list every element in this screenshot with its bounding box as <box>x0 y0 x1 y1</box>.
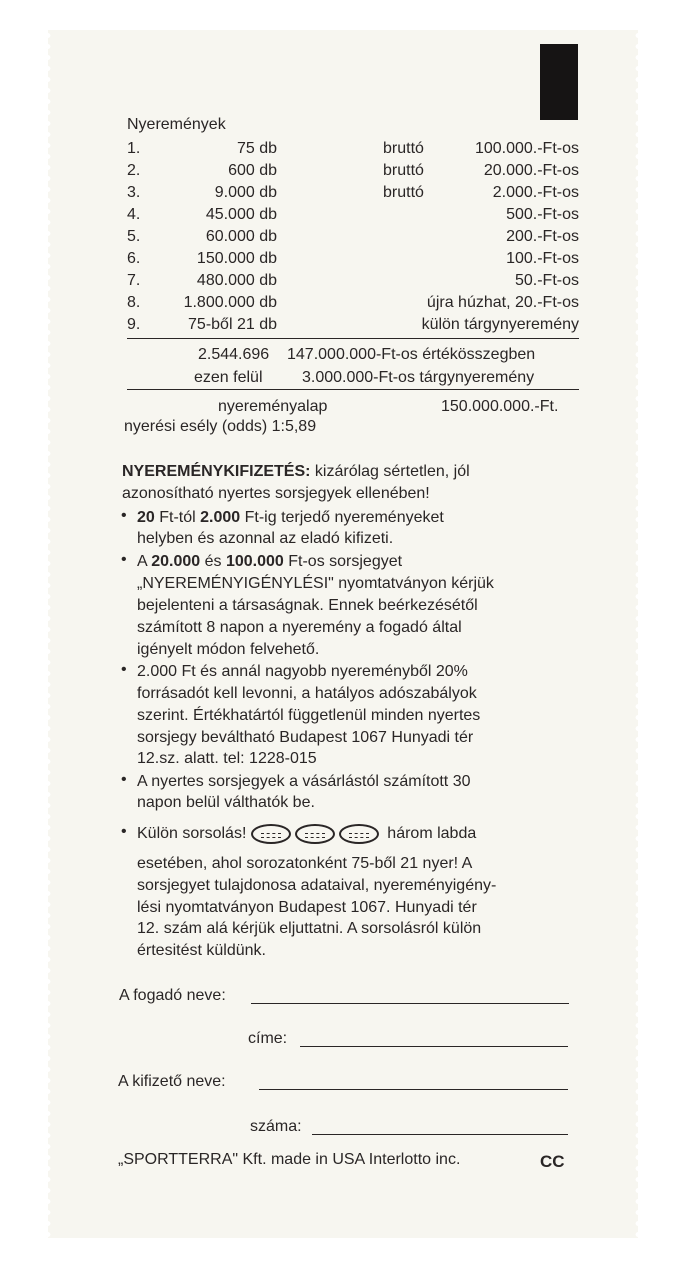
prize-row <box>127 206 579 228</box>
bullet-3-line-2: forrásadót kell levonni, a hatályos adószabályok <box>137 685 477 702</box>
prize-quantity: 75-ből 21 db <box>188 316 277 333</box>
prize-quantity: 150.000 db <box>196 250 277 267</box>
football-icon <box>339 824 379 844</box>
bullet-5-line-2: esetében, ahol sorozatonként 75-ből 21 nyer! A <box>137 855 473 872</box>
black-marker-block <box>540 44 578 120</box>
prize-amount: 100.000.-Ft-os <box>474 140 579 157</box>
bullet-1: • <box>121 507 127 524</box>
prize-quantity: 600 db <box>228 162 277 179</box>
payout-intro-2: azonosítható nyertes sorsjegyek ellenében! <box>122 485 430 502</box>
footer-text: „SPORTTERRA" Kft. made in USA Interlotto inc. <box>118 1151 461 1168</box>
prize-row <box>127 228 579 250</box>
prize-rank: 9. <box>127 316 141 333</box>
payer-name-label: A kifizető neve: <box>118 1073 226 1090</box>
payer-name-field[interactable] <box>259 1089 568 1090</box>
football-icon <box>295 824 335 844</box>
bullet-5-line-1: Külön sorsolás! három labda <box>137 825 477 842</box>
prize-amount: 200.-Ft-os <box>506 228 579 245</box>
footer-code: CC <box>540 1152 565 1171</box>
bullet-3-line-3: szerint. Értékhatártól függetlenül minden nyertes <box>137 707 481 724</box>
divider-bottom <box>127 389 579 390</box>
prize-table-title: Nyeremények <box>127 116 226 133</box>
prize-gross-label: bruttó <box>383 184 424 201</box>
prize-row <box>127 250 579 272</box>
prize-amount: 20.000.-Ft-os <box>483 162 579 179</box>
bullet-2: • <box>121 551 127 568</box>
bullet-1-line-2: helyben és azonnal az eladó kifizeti. <box>137 530 394 547</box>
prize-gross-label: bruttó <box>383 140 424 157</box>
prize-row <box>127 162 579 184</box>
bullet-4: • <box>121 771 127 788</box>
bullet-1-line-1: 20 Ft-tól 2.000 Ft-ig terjedő nyereményeket <box>137 509 444 526</box>
bullet-2-line-1: A 20.000 és 100.000 Ft-os sorsjegyet <box>137 553 403 570</box>
prize-row <box>127 294 579 316</box>
prize-rank: 4. <box>127 206 141 223</box>
prize-row <box>127 140 579 162</box>
perforated-edge-right <box>635 30 641 1238</box>
bullet-3-line-5: 12.sz. alatt. tel: 1228-015 <box>137 750 317 767</box>
prize-quantity: 9.000 db <box>214 184 277 201</box>
prize-row <box>127 184 579 206</box>
prize-amount: 100.-Ft-os <box>506 250 579 267</box>
prize-rank: 6. <box>127 250 141 267</box>
prize-row <box>127 316 579 338</box>
prize-amount: 2.000.-Ft-os <box>492 184 579 201</box>
fogado-name-label: A fogadó neve: <box>119 987 226 1004</box>
number-label: száma: <box>250 1118 302 1135</box>
prize-amount: külön tárgynyeremény <box>421 316 579 333</box>
bullet-2-line-2: „NYEREMÉNYIGÉNYLÉSI" nyomtatványon kérjük <box>137 575 494 592</box>
football-icon <box>251 824 291 844</box>
bullet-5-line-4: lési nyomtatványon Budapest 1067. Hunyadi tér <box>137 899 477 916</box>
prize-quantity: 480.000 db <box>196 272 277 289</box>
prize-quantity: 75 db <box>236 140 277 157</box>
bullet-2-line-5: igényelt módon felvehető. <box>137 641 320 658</box>
prize-rank: 2. <box>127 162 141 179</box>
bullet-3-line-4: sorsjegy beváltható Budapest 1067 Hunyadi tér <box>137 729 474 746</box>
fund-value: 150.000.000.-Ft. <box>441 398 559 415</box>
address-label: címe: <box>248 1030 288 1047</box>
fogado-name-field[interactable] <box>251 1003 569 1004</box>
prize-rank: 1. <box>127 140 141 157</box>
prize-row <box>127 272 579 294</box>
divider-top <box>127 338 579 339</box>
payout-intro-1: NYEREMÉNYKIFIZETÉS: kizárólag sértetlen, jól <box>122 463 470 480</box>
bullet-5-line-5: 12. szám alá kérjük eljuttatni. A sorsolásról külön <box>137 920 482 937</box>
bullet-3-line-1: 2.000 Ft és annál nagyobb nyereményből 20% <box>137 663 468 680</box>
perforated-edge-left <box>45 30 51 1238</box>
prize-gross-label: bruttó <box>383 162 424 179</box>
bullet-4-line-2: napon belül válthatók be. <box>137 794 315 811</box>
bullet-2-line-4: számított 8 napon a nyeremény a fogadó által <box>137 619 462 636</box>
address-field[interactable] <box>300 1046 568 1047</box>
bullet-5: • <box>121 823 127 840</box>
fund-label: nyereményalap <box>218 398 328 415</box>
total-value: 147.000.000-Ft-os értékösszegben <box>287 346 536 363</box>
bullet-4-line-1: A nyertes sorsjegyek a vásárlástól számított 30 <box>137 773 471 790</box>
bullet-3: • <box>121 661 127 678</box>
prize-rank: 3. <box>127 184 141 201</box>
prize-amount: 500.-Ft-os <box>506 206 579 223</box>
prize-amount: 50.-Ft-os <box>514 272 579 289</box>
prize-quantity: 1.800.000 db <box>183 294 277 311</box>
number-field[interactable] <box>312 1134 568 1135</box>
bullet-5-line-3: sorsjegyet tulajdonosa adataival, nyereményigény- <box>137 877 497 894</box>
prize-amount: újra húzhat, 20.-Ft-os <box>426 294 579 311</box>
prize-rank: 7. <box>127 272 141 289</box>
prize-quantity: 60.000 db <box>205 228 277 245</box>
prize-rank: 5. <box>127 228 141 245</box>
prize-rank: 8. <box>127 294 141 311</box>
bullet-5-line-6: értesitést küldünk. <box>137 942 266 959</box>
extra-value: 3.000.000-Ft-os tárgynyeremény <box>302 369 535 386</box>
prize-quantity: 45.000 db <box>205 206 277 223</box>
extra-label: ezen felül <box>194 369 263 386</box>
bullet-2-line-3: bejelenteni a társaságnak. Ennek beérkezésétől <box>137 597 478 614</box>
total-count: 2.544.696 <box>198 346 270 363</box>
odds-text: nyerési esély (odds) 1:5,89 <box>124 418 317 435</box>
